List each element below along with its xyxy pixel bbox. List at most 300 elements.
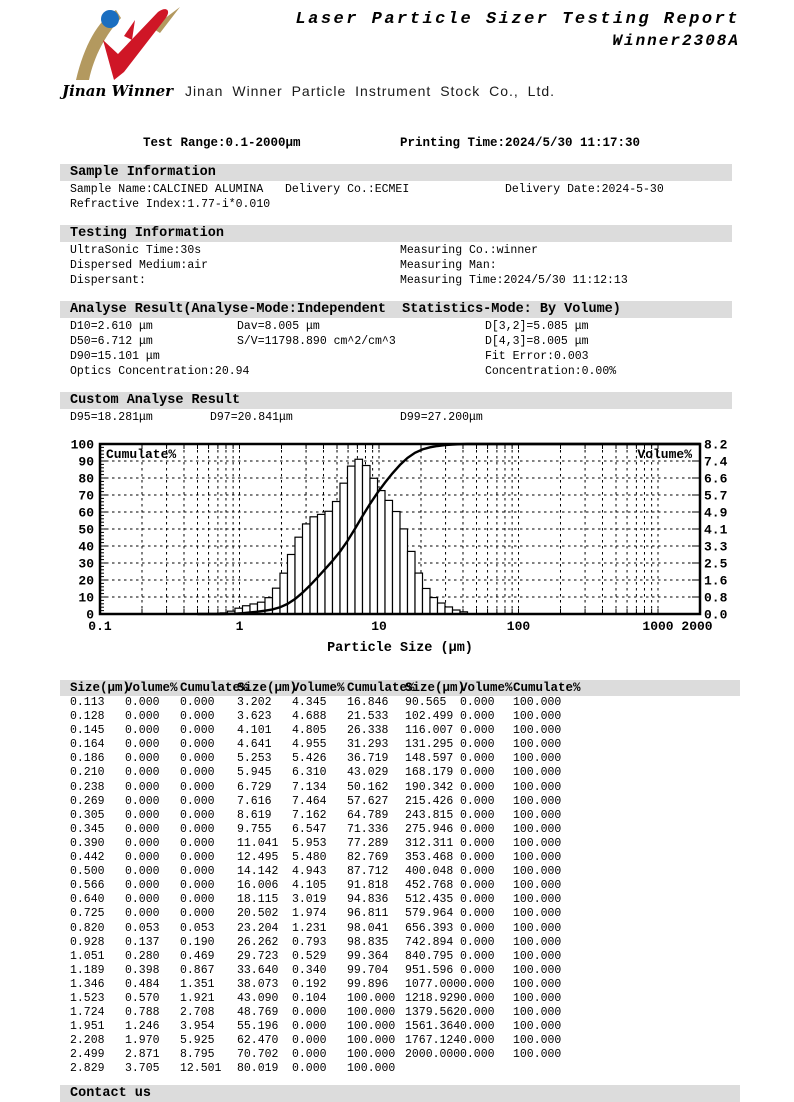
table-cell: 215.426 [405, 794, 454, 808]
table-row [60, 738, 740, 752]
table-cell: 0.340 [292, 963, 327, 977]
table-cell: 100.000 [513, 977, 562, 991]
table-cell: 0.000 [460, 780, 495, 794]
x-tick-label: 1 [235, 619, 244, 634]
table-cell: 0.000 [180, 851, 215, 865]
table-cell: 100.000 [513, 963, 562, 977]
table-cell: 43.029 [347, 766, 389, 780]
table-cell: 5.953 [292, 836, 327, 850]
table-cell: 1561.364 [405, 1020, 461, 1034]
table-cell: 50.162 [347, 780, 389, 794]
table-cell: 168.179 [405, 766, 454, 780]
x-tick-label: 100 [506, 619, 531, 634]
table-cell: 1.346 [70, 977, 105, 991]
report-title: Laser Particle Sizer Testing Report [295, 10, 740, 29]
table-cell: 0.000 [460, 907, 495, 921]
table-cell: 23.204 [237, 921, 279, 935]
table-cell: 1.921 [180, 991, 215, 1005]
table-cell: 100.000 [513, 1006, 562, 1020]
table-cell: 0.210 [70, 766, 105, 780]
right-tick-label: 4.1 [704, 522, 728, 538]
table-cell: 400.048 [405, 865, 454, 879]
table-cell: 742.894 [405, 935, 454, 949]
table-cell: 100.000 [513, 738, 562, 752]
table-cell: 100.000 [513, 836, 562, 850]
volume-bar [437, 603, 445, 614]
table-cell: 99.364 [347, 949, 389, 963]
table-cell: 7.616 [237, 794, 272, 808]
test-range: Test Range:0.1-2000μm [143, 136, 301, 150]
x-axis-title: Particle Size (μm) [327, 641, 473, 656]
instrument-model: Winner2308A [612, 32, 740, 50]
table-cell: 0.000 [460, 893, 495, 907]
table-row [60, 936, 740, 950]
table-cell: 16.846 [347, 696, 389, 709]
distribution-table-body [60, 696, 740, 1077]
right-tick-label: 5.7 [704, 488, 728, 504]
table-cell: 98.041 [347, 921, 389, 935]
table-cell: 100.000 [513, 935, 562, 949]
dispersed-medium: Dispersed Medium:air [70, 259, 209, 272]
table-cell: 7.162 [292, 808, 327, 822]
table-cell: 243.815 [405, 808, 454, 822]
volume-bar [422, 588, 430, 614]
table-cell: 0.000 [125, 738, 160, 752]
logo-red-sliver [124, 20, 135, 40]
sample-name: Sample Name:CALCINED ALUMINA [70, 183, 264, 196]
table-cell: 1.189 [70, 963, 105, 977]
volume-bar [392, 512, 400, 614]
left-tick-label: 90 [78, 454, 94, 470]
table-cell: 62.470 [237, 1034, 279, 1048]
table-cell: 0.398 [125, 963, 160, 977]
table-cell: 0.000 [292, 1006, 327, 1020]
table-row [60, 893, 740, 907]
table-cell: 0.725 [70, 907, 105, 921]
right-axis-label: Volume% [637, 447, 692, 462]
table-cell: 7.134 [292, 780, 327, 794]
right-tick-label: 0.8 [704, 590, 728, 606]
table-col-header: Cumulate% [180, 681, 248, 695]
volume-bar [385, 500, 392, 614]
volume-bar [400, 529, 408, 614]
table-cell: 11.041 [237, 836, 279, 850]
table-cell: 100.000 [513, 808, 562, 822]
table-cell: 1.523 [70, 991, 105, 1005]
left-tick-label: 70 [78, 488, 94, 504]
table-cell: 94.836 [347, 893, 389, 907]
table-row [60, 809, 740, 823]
table-cell: 1.351 [180, 977, 215, 991]
table-cell: 0.000 [460, 879, 495, 893]
measuring-co: Measuring Co.:winner [400, 244, 539, 257]
report-header [60, 0, 740, 130]
table-cell: 55.196 [237, 1020, 279, 1034]
measuring-time: Measuring Time:2024/5/30 11:12:13 [400, 274, 628, 287]
table-row [60, 922, 740, 936]
table-cell: 353.468 [405, 851, 454, 865]
x-tick-label: 1000 [642, 619, 674, 634]
table-cell: 0.345 [70, 822, 105, 836]
table-cell: 0.390 [70, 836, 105, 850]
table-cell: 0.000 [125, 780, 160, 794]
table-cell: 5.945 [237, 766, 272, 780]
table-cell: 100.000 [347, 1020, 396, 1034]
table-cell: 0.566 [70, 879, 105, 893]
right-tick-label: 1.6 [704, 573, 728, 589]
table-cell: 0.000 [460, 921, 495, 935]
table-cell: 452.768 [405, 879, 454, 893]
table-cell: 0.305 [70, 808, 105, 822]
right-tick-label: 6.6 [704, 471, 728, 487]
table-cell: 0.000 [180, 808, 215, 822]
table-cell: 2.499 [70, 1048, 105, 1062]
table-cell: 1077.000 [405, 977, 461, 991]
table-cell: 0.469 [180, 949, 215, 963]
particle-size-chart-svg [60, 434, 740, 634]
d90-value: D90=15.101 μm [70, 350, 160, 363]
table-cell: 26.338 [347, 724, 389, 738]
table-cell: 0.000 [180, 822, 215, 836]
left-tick-label: 40 [78, 539, 94, 555]
table-cell: 0.788 [125, 1006, 160, 1020]
left-tick-label: 60 [78, 505, 94, 521]
table-row [60, 865, 740, 879]
table-cell: 1.970 [125, 1034, 160, 1048]
left-tick-label: 100 [70, 437, 94, 453]
table-cell: 148.597 [405, 752, 454, 766]
table-row [60, 1062, 740, 1076]
table-cell: 656.393 [405, 921, 454, 935]
table-cell: 0.000 [180, 724, 215, 738]
table-cell: 0.000 [460, 935, 495, 949]
table-row [60, 992, 740, 1006]
table-row [60, 950, 740, 964]
table-cell: 0.280 [125, 949, 160, 963]
table-col-header: Cumulate% [513, 681, 581, 695]
right-tick-label: 0.0 [704, 607, 728, 623]
table-cell: 840.795 [405, 949, 454, 963]
table-cell: 4.688 [292, 710, 327, 724]
table-cell: 190.342 [405, 780, 454, 794]
table-cell: 100.000 [513, 780, 562, 794]
table-cell: 100.000 [513, 1034, 562, 1048]
table-cell: 16.006 [237, 879, 279, 893]
table-cell: 1.051 [70, 949, 105, 963]
table-cell: 0.820 [70, 921, 105, 935]
distribution-table [60, 680, 740, 1077]
table-cell: 0.000 [460, 794, 495, 808]
table-cell: 2.871 [125, 1048, 160, 1062]
table-cell: 0.000 [125, 766, 160, 780]
table-row [60, 823, 740, 837]
x-tick-label: 10 [371, 619, 387, 634]
printing-time: Printing Time:2024/5/30 11:17:30 [400, 136, 641, 150]
table-cell: 0.928 [70, 935, 105, 949]
table-col-header: Size(μm) [70, 681, 131, 695]
table-cell: 0.190 [180, 935, 215, 949]
table-cell: 0.238 [70, 780, 105, 794]
section-sample-information: Sample Information [60, 164, 732, 181]
table-cell: 0.484 [125, 977, 160, 991]
table-cell: 0.104 [292, 991, 327, 1005]
table-row [60, 907, 740, 921]
table-cell: 0.000 [460, 963, 495, 977]
table-cell: 0.000 [460, 724, 495, 738]
table-cell: 100.000 [513, 766, 562, 780]
table-cell: 38.073 [237, 977, 279, 991]
table-cell: 0.000 [460, 977, 495, 991]
table-cell: 2000.000 [405, 1048, 461, 1062]
table-col-header: Volume% [460, 681, 513, 695]
table-cell: 100.000 [513, 879, 562, 893]
table-cell: 0.000 [125, 865, 160, 879]
table-cell: 0.000 [460, 738, 495, 752]
table-cell: 100.000 [513, 752, 562, 766]
left-axis-label: Cumulate% [106, 447, 177, 462]
table-cell: 0.269 [70, 794, 105, 808]
table-col-header: Size(μm) [405, 681, 466, 695]
table-cell: 71.336 [347, 822, 389, 836]
table-cell: 0.192 [292, 977, 327, 991]
table-cell: 579.964 [405, 907, 454, 921]
table-cell: 4.101 [237, 724, 272, 738]
table-cell: 29.723 [237, 949, 279, 963]
table-cell: 0.186 [70, 752, 105, 766]
table-cell: 6.310 [292, 766, 327, 780]
table-row [60, 781, 740, 795]
volume-bar [355, 459, 363, 614]
table-cell [513, 1062, 740, 1076]
table-cell: 0.000 [460, 949, 495, 963]
table-cell: 100.000 [347, 1006, 396, 1020]
table-cell: 1379.562 [405, 1006, 461, 1020]
table-cell: 100.000 [513, 907, 562, 921]
section-analyse-result: Analyse Result(Analyse-Mode:Independent Statistics-Mode: By Volume) [60, 301, 732, 318]
table-cell: 90.565 [405, 696, 447, 709]
table-cell: 4.105 [292, 879, 327, 893]
table-cell: 0.000 [125, 724, 160, 738]
concentration: Concentration:0.00% [485, 365, 617, 378]
table-cell: 0.570 [125, 991, 160, 1005]
table-cell: 100.000 [347, 991, 396, 1005]
table-cell: 5.925 [180, 1034, 215, 1048]
table-cell: 0.000 [460, 991, 495, 1005]
table-cell: 1218.929 [405, 991, 461, 1005]
table-cell: 12.501 [180, 1062, 222, 1076]
table-cell: 0.000 [125, 808, 160, 822]
table-cell: 70.702 [237, 1048, 279, 1062]
table-cell: 0.000 [180, 836, 215, 850]
left-tick-label: 10 [78, 590, 94, 606]
table-cell: 0.000 [460, 822, 495, 836]
table-cell: 3.705 [125, 1062, 160, 1076]
fit-error: Fit Error:0.003 [485, 350, 589, 363]
table-cell: 100.000 [347, 1062, 396, 1076]
d97-value: D97=20.841μm [210, 411, 293, 424]
jinan-winner-logo [72, 6, 184, 82]
table-cell: 100.000 [513, 724, 562, 738]
table-cell: 0.000 [125, 851, 160, 865]
table-cell: 0.000 [460, 766, 495, 780]
table-cell: 3.954 [180, 1020, 215, 1034]
table-col-header: Size(μm) [237, 681, 298, 695]
table-cell: 0.000 [180, 893, 215, 907]
table-cell: 0.113 [70, 696, 105, 709]
left-tick-label: 50 [78, 522, 94, 538]
table-cell: 0.500 [70, 865, 105, 879]
table-cell: 0.000 [180, 710, 215, 724]
volume-bar [363, 466, 370, 614]
table-cell: 0.000 [460, 696, 495, 709]
table-cell: 131.295 [405, 738, 454, 752]
table-cell: 1.246 [125, 1020, 160, 1034]
table-cell: 8.795 [180, 1048, 215, 1062]
table-cell: 100.000 [513, 794, 562, 808]
right-tick-label: 8.2 [704, 437, 728, 453]
table-cell: 0.137 [125, 935, 160, 949]
table-cell: 1.724 [70, 1006, 105, 1020]
table-cell: 100.000 [513, 865, 562, 879]
volume-bar [295, 537, 303, 614]
delivery-date: Delivery Date:2024-5-30 [505, 183, 664, 196]
table-cell: 0.000 [180, 907, 215, 921]
table-cell: 0.000 [125, 879, 160, 893]
d99-value: D99=27.200μm [400, 411, 483, 424]
table-row [60, 766, 740, 780]
table-cell: 77.289 [347, 836, 389, 850]
measuring-man: Measuring Man: [400, 259, 497, 272]
table-cell: 0.000 [125, 822, 160, 836]
table-cell: 0.000 [292, 1062, 327, 1076]
particle-size-chart [60, 434, 740, 656]
right-tick-label: 7.4 [704, 454, 728, 470]
table-cell: 82.769 [347, 851, 389, 865]
refractive-index: Refractive Index:1.77-i*0.010 [70, 198, 271, 211]
table-row [60, 879, 740, 893]
table-cell: 33.640 [237, 963, 279, 977]
table-col-header: Volume% [125, 681, 178, 695]
volume-bar [408, 551, 415, 614]
table-cell: 2.208 [70, 1034, 105, 1048]
table-cell: 7.464 [292, 794, 327, 808]
table-cell: 80.019 [237, 1062, 279, 1076]
table-cell: 14.142 [237, 865, 279, 879]
volume-bar [430, 598, 438, 614]
d32-value: D[3,2]=5.085 μm [485, 320, 589, 333]
volume-bar [303, 524, 311, 614]
volume-bar [415, 573, 422, 614]
table-cell: 0.000 [460, 1034, 495, 1048]
table-cell: 100.000 [347, 1034, 396, 1048]
table-cell: 2.829 [70, 1062, 105, 1076]
table-cell: 26.262 [237, 935, 279, 949]
table-cell: 8.619 [237, 808, 272, 822]
table-cell: 0.000 [180, 696, 215, 709]
table-cell: 1767.124 [405, 1034, 461, 1048]
table-cell: 1.974 [292, 907, 327, 921]
table-cell: 99.704 [347, 963, 389, 977]
logo-text: Jinan Winner [62, 82, 174, 100]
table-cell: 512.435 [405, 893, 454, 907]
table-cell: 0.000 [125, 893, 160, 907]
table-cell: 21.533 [347, 710, 389, 724]
x-tick-label: 0.1 [88, 619, 112, 634]
optics-concentration: Optics Concentration:20.94 [70, 365, 250, 378]
table-cell: 4.943 [292, 865, 327, 879]
section-testing-information: Testing Information [60, 225, 732, 242]
table-cell: 0.000 [125, 696, 160, 709]
dav-value: Dav=8.005 μm [237, 320, 320, 333]
table-cell: 0.442 [70, 851, 105, 865]
table-row [60, 1034, 740, 1048]
table-cell: 5.480 [292, 851, 327, 865]
volume-bars [220, 459, 467, 614]
table-row [60, 964, 740, 978]
table-cell: 1.951 [70, 1020, 105, 1034]
table-cell: 4.345 [292, 696, 327, 709]
table-cell: 91.818 [347, 879, 389, 893]
table-cell: 18.115 [237, 893, 279, 907]
table-cell: 1.231 [292, 921, 327, 935]
logo-blue-dot [101, 10, 119, 28]
table-cell: 3.019 [292, 893, 327, 907]
table-cell: 5.253 [237, 752, 272, 766]
table-cell: 36.719 [347, 752, 389, 766]
x-tick-label: 2000 [681, 619, 713, 634]
table-cell: 100.000 [513, 696, 562, 709]
table-cell: 0.000 [180, 752, 215, 766]
volume-bar [287, 554, 295, 614]
table-cell: 0.000 [460, 1020, 495, 1034]
d10-value: D10=2.610 μm [70, 320, 153, 333]
table-row [60, 724, 740, 738]
table-cell: 0.128 [70, 710, 105, 724]
table-col-header: Cumulate% [347, 681, 415, 695]
table-row [60, 1048, 740, 1062]
table-cell: 312.311 [405, 836, 454, 850]
table-cell: 6.729 [237, 780, 272, 794]
table-cell: 4.641 [237, 738, 272, 752]
left-tick-label: 30 [78, 556, 94, 572]
table-cell: 0.000 [292, 1034, 327, 1048]
table-cell: 57.627 [347, 794, 389, 808]
table-row [60, 851, 740, 865]
table-cell: 116.007 [405, 724, 454, 738]
table-cell: 0.000 [125, 710, 160, 724]
table-cell: 9.755 [237, 822, 272, 836]
ultrasonic-time: UltraSonic Time:30s [70, 244, 202, 257]
table-cell: 3.202 [237, 696, 272, 709]
table-cell: 0.000 [125, 907, 160, 921]
table-cell: 0.164 [70, 738, 105, 752]
range-row [60, 136, 740, 152]
table-cell: 100.000 [513, 893, 562, 907]
volume-bar [310, 517, 317, 614]
table-cell [460, 1062, 513, 1076]
table-cell: 0.000 [460, 851, 495, 865]
table-row [60, 795, 740, 809]
table-cell: 0.867 [180, 963, 215, 977]
table-row [60, 1006, 740, 1020]
table-cell: 0.000 [460, 1006, 495, 1020]
table-cell: 0.000 [460, 865, 495, 879]
table-row [60, 1020, 740, 1034]
table-cell: 0.000 [460, 836, 495, 850]
left-tick-label: 20 [78, 573, 94, 589]
table-cell: 20.502 [237, 907, 279, 921]
section-custom-analyse-result: Custom Analyse Result [60, 392, 732, 409]
